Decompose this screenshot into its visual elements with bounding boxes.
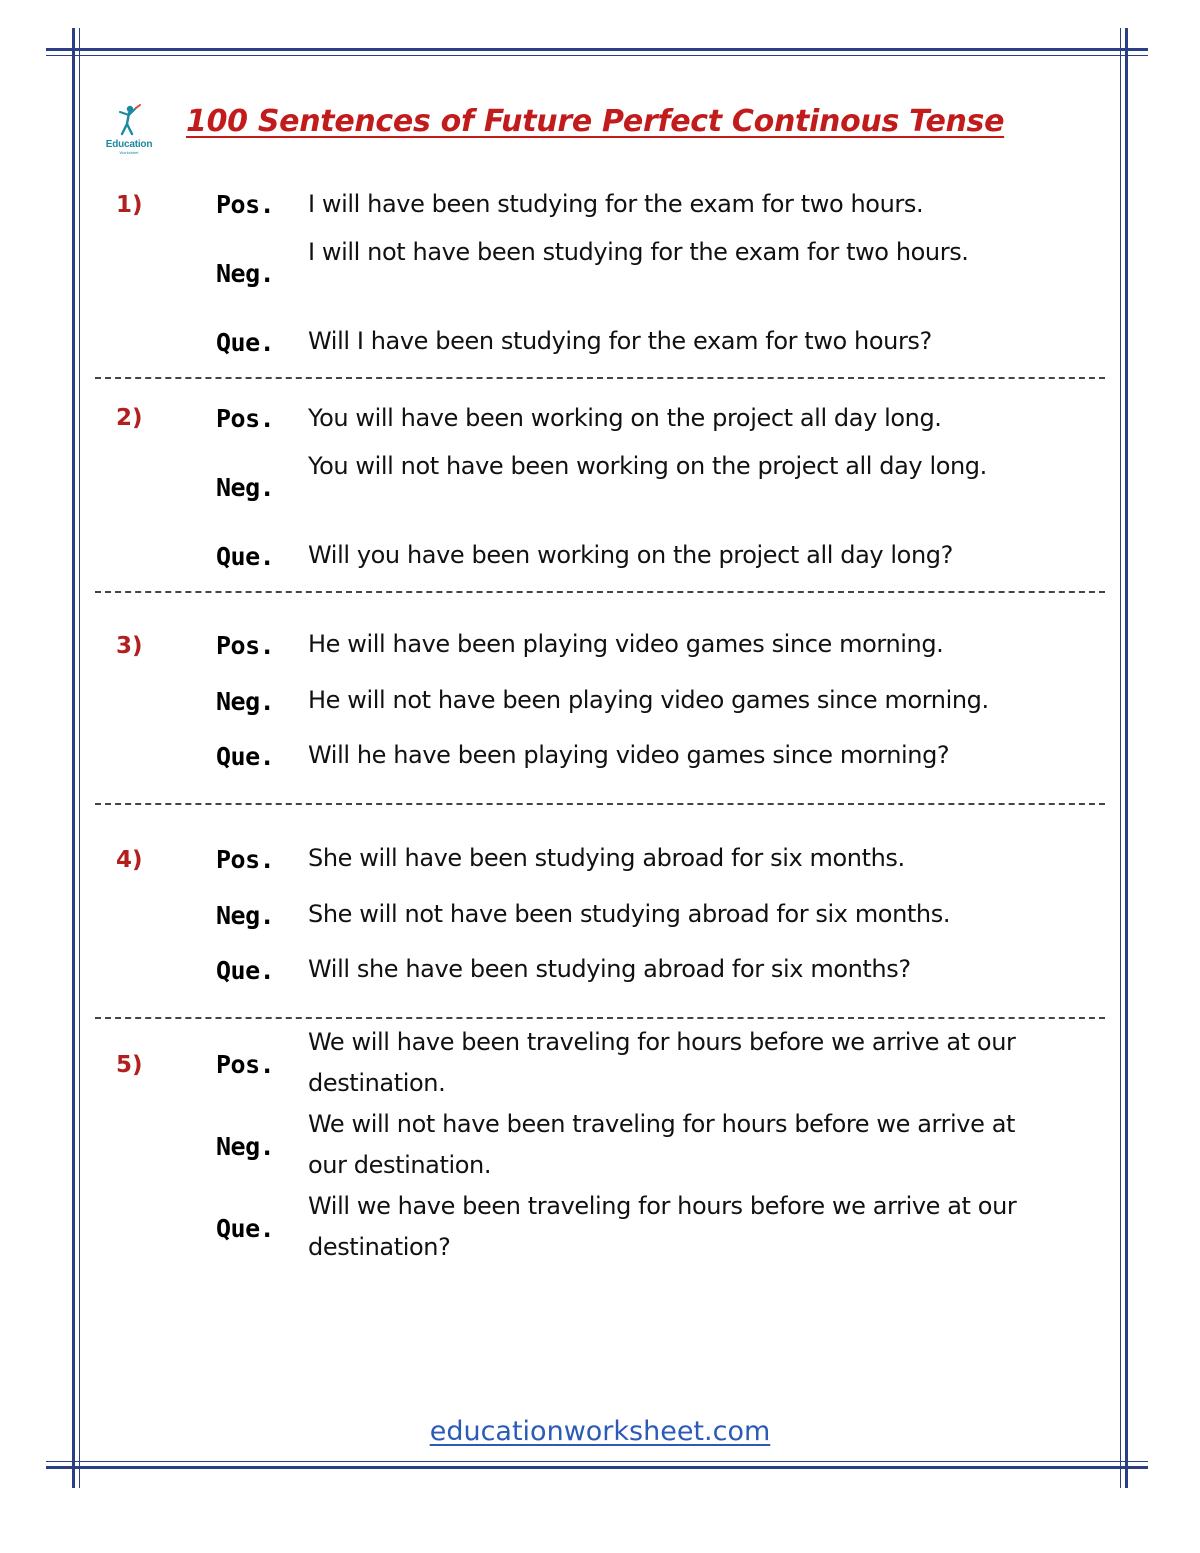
positive-sentence: We will have been traveling for hours before we arrive at our destination. [308, 1028, 1016, 1097]
positive-label: Pos. [216, 404, 275, 433]
page-border-bottom-inner [46, 1461, 1148, 1462]
negative-label: Neg. [216, 687, 275, 716]
page-title: 100 Sentences of Future Perfect Continous Tense [186, 104, 1005, 139]
question-label: Que. [216, 1214, 275, 1243]
positive-label: Pos. [216, 1050, 275, 1079]
question-sentence: Will she have been studying abroad for six months? [308, 955, 911, 983]
page-border-bottom [46, 1466, 1148, 1469]
logo-subtext: Worksheet [119, 150, 139, 155]
section-divider [95, 803, 1105, 805]
question-sentence: Will he have been playing video games since morning? [308, 741, 950, 769]
runner-figure-icon [100, 104, 158, 140]
section-divider [95, 377, 1105, 379]
page-border-left-inner [79, 28, 80, 1488]
positive-label: Pos. [216, 190, 275, 219]
question-sentence: Will we have been traveling for hours before we arrive at our destination? [308, 1192, 1017, 1261]
question-sentence: Will I have been studying for the exam for two hours? [308, 327, 932, 355]
positive-sentence: I will have been studying for the exam for two hours. [308, 190, 924, 218]
positive-label: Pos. [216, 845, 275, 874]
logo-text: Education [105, 139, 153, 150]
page-border-right [1125, 28, 1128, 1488]
negative-label: Neg. [216, 473, 275, 502]
question-label: Que. [216, 542, 275, 571]
positive-sentence: You will have been working on the project all day long. [308, 404, 942, 432]
question-label: Que. [216, 328, 275, 357]
page-border-right-inner [1120, 28, 1121, 1488]
section-divider [95, 591, 1105, 593]
page-border-left [72, 28, 75, 1488]
negative-sentence: You will not have been working on the project all day long. [308, 452, 987, 480]
item-number: 3) [116, 633, 143, 659]
negative-label: Neg. [216, 1132, 275, 1161]
question-sentence: Will you have been working on the project all day long? [308, 541, 953, 569]
negative-sentence: He will not have been playing video games since morning. [308, 686, 989, 714]
question-label: Que. [216, 742, 275, 771]
item-number: 1) [116, 192, 143, 218]
negative-label: Neg. [216, 901, 275, 930]
item-number: 5) [116, 1052, 143, 1078]
positive-sentence: He will have been playing video games since morning. [308, 630, 944, 658]
page-border-top [46, 48, 1148, 51]
question-label: Que. [216, 956, 275, 985]
footer-website-link[interactable]: educationworksheet.com [429, 1416, 771, 1447]
item-number: 2) [116, 405, 143, 431]
positive-label: Pos. [216, 631, 275, 660]
education-worksheet-logo [100, 104, 158, 154]
negative-sentence: We will not have been traveling for hours before we arrive at our destination. [308, 1110, 1016, 1179]
positive-sentence: She will have been studying abroad for six months. [308, 844, 905, 872]
item-number: 4) [116, 847, 143, 873]
page-border-top-inner [46, 55, 1148, 56]
section-divider [95, 1017, 1105, 1019]
negative-sentence: She will not have been studying abroad for six months. [308, 900, 951, 928]
negative-sentence: I will not have been studying for the exam for two hours. [308, 238, 969, 266]
negative-label: Neg. [216, 259, 275, 288]
